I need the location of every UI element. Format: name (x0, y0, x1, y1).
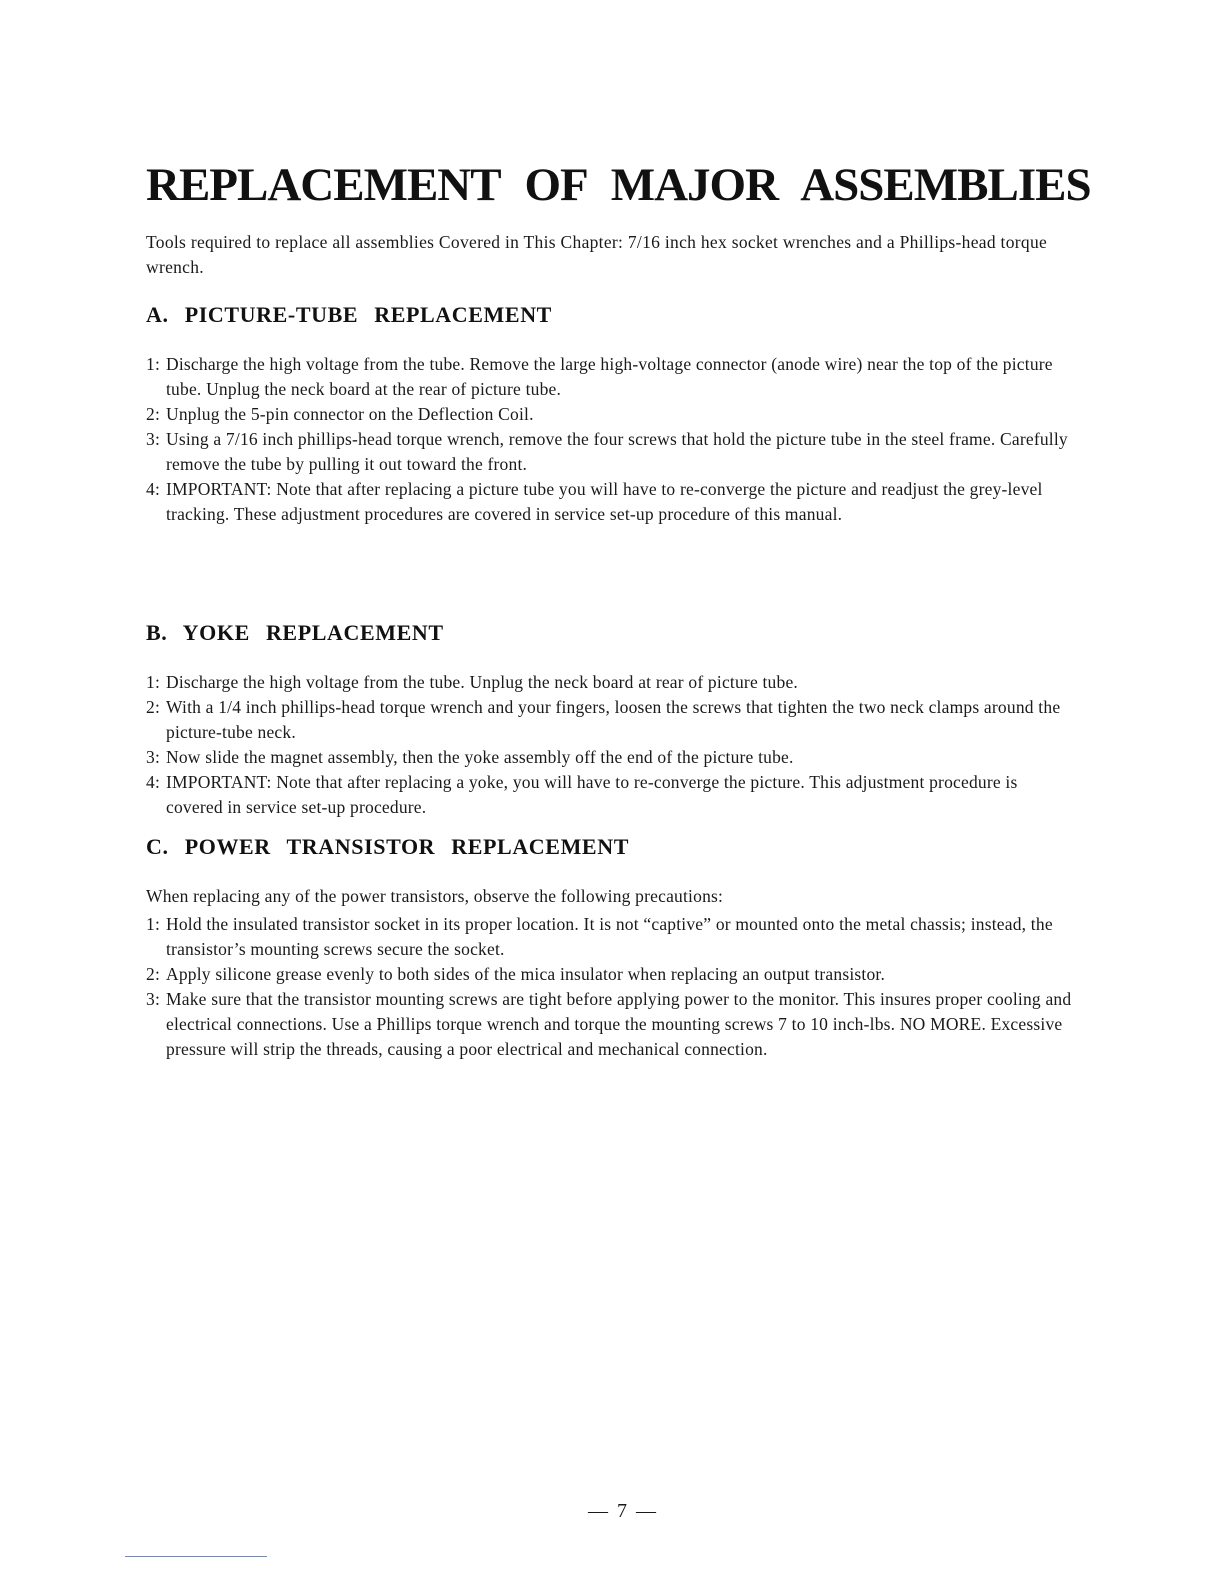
step-number: 2: (146, 697, 161, 717)
tools-intro: Tools required to replace all assemblies Covered in This Chapter: 7/16 inch hex socket wrenches and a Phillips-head torque wrench. (146, 232, 1048, 277)
step-number: 4: (146, 479, 161, 499)
step-text: Apply silicone grease evenly to both sides of the mica insulator when replacing an output transistor. (166, 964, 886, 984)
step-number: 1: (146, 914, 161, 934)
list-item (146, 477, 1076, 527)
section-heading-yoke: B. YOKE REPLACEMENT (146, 620, 444, 645)
picture-tube-steps (146, 352, 1076, 527)
step-text: Unplug the 5-pin connector on the Deflection Coil. (166, 404, 534, 424)
list-item (146, 912, 1076, 962)
section-heading-picture-tube: A. PICTURE-TUBE REPLACEMENT (146, 302, 552, 327)
step-text: Now slide the magnet assembly, then the yoke assembly off the end of the picture tube. (166, 747, 794, 767)
list-item (146, 770, 1076, 820)
page-number: — 7 — (588, 1500, 658, 1522)
step-text: Hold the insulated transistor socket in its proper location. It is not “captive” or mounted onto the metal chassis; instead, the transistor’s mounting screws secure the socket. (166, 914, 1053, 959)
list-item (146, 670, 1076, 695)
step-text: Make sure that the transistor mounting screws are tight before applying power to the monitor. This insures proper cooling and electrical connections. Use a Phillips torque wrench and torque the mounting screws 7 to 10 inch-lbs. NO MORE. Excessive pressure will strip the threads, causing a poor electrical and mechanical connection. (166, 989, 1072, 1059)
bottom-divider (125, 1556, 267, 1557)
yoke-steps (146, 670, 1076, 820)
list-item (146, 745, 1076, 770)
section-heading-power-transistor: C. POWER TRANSISTOR REPLACEMENT (146, 834, 629, 859)
step-text: IMPORTANT: Note that after replacing a yoke, you will have to re-converge the picture. This adjustment procedure is covered in service set-up procedure. (166, 772, 1018, 817)
step-number: 1: (146, 354, 161, 374)
step-text: IMPORTANT: Note that after replacing a picture tube you will have to re-converge the picture and readjust the grey-level tracking. These adjustment procedures are covered in service set-up procedure of this manual. (166, 479, 1043, 524)
list-item (146, 695, 1076, 745)
step-number: 3: (146, 429, 161, 449)
list-item (146, 427, 1076, 477)
page-title: REPLACEMENT OF MAJOR ASSEMBLIES (146, 159, 1091, 211)
step-text: Discharge the high voltage from the tube. Unplug the neck board at rear of picture tube. (166, 672, 798, 692)
step-number: 1: (146, 672, 161, 692)
step-number: 2: (146, 404, 161, 424)
power-transistor-steps (146, 912, 1076, 1062)
list-item (146, 402, 1076, 427)
step-number: 3: (146, 747, 161, 767)
step-text: With a 1/4 inch phillips-head torque wrench and your fingers, loosen the screws that tighten the two neck clamps around the picture-tube neck. (166, 697, 1061, 742)
step-number: 3: (146, 989, 161, 1009)
list-item (146, 352, 1076, 402)
list-item (146, 962, 1076, 987)
list-item (146, 987, 1076, 1062)
step-text: Using a 7/16 inch phillips-head torque wrench, remove the four screws that hold the picture tube in the steel frame. Carefully remove the tube by pulling it out toward the front. (166, 429, 1068, 474)
step-number: 2: (146, 964, 161, 984)
precautions-lead: When replacing any of the power transistors, observe the following precautions: (146, 886, 724, 906)
step-text: Discharge the high voltage from the tube. Remove the large high-voltage connector (anode wire) near the top of the picture tube. Unplug the neck board at the rear of picture tube. (166, 354, 1053, 399)
step-number: 4: (146, 772, 161, 792)
